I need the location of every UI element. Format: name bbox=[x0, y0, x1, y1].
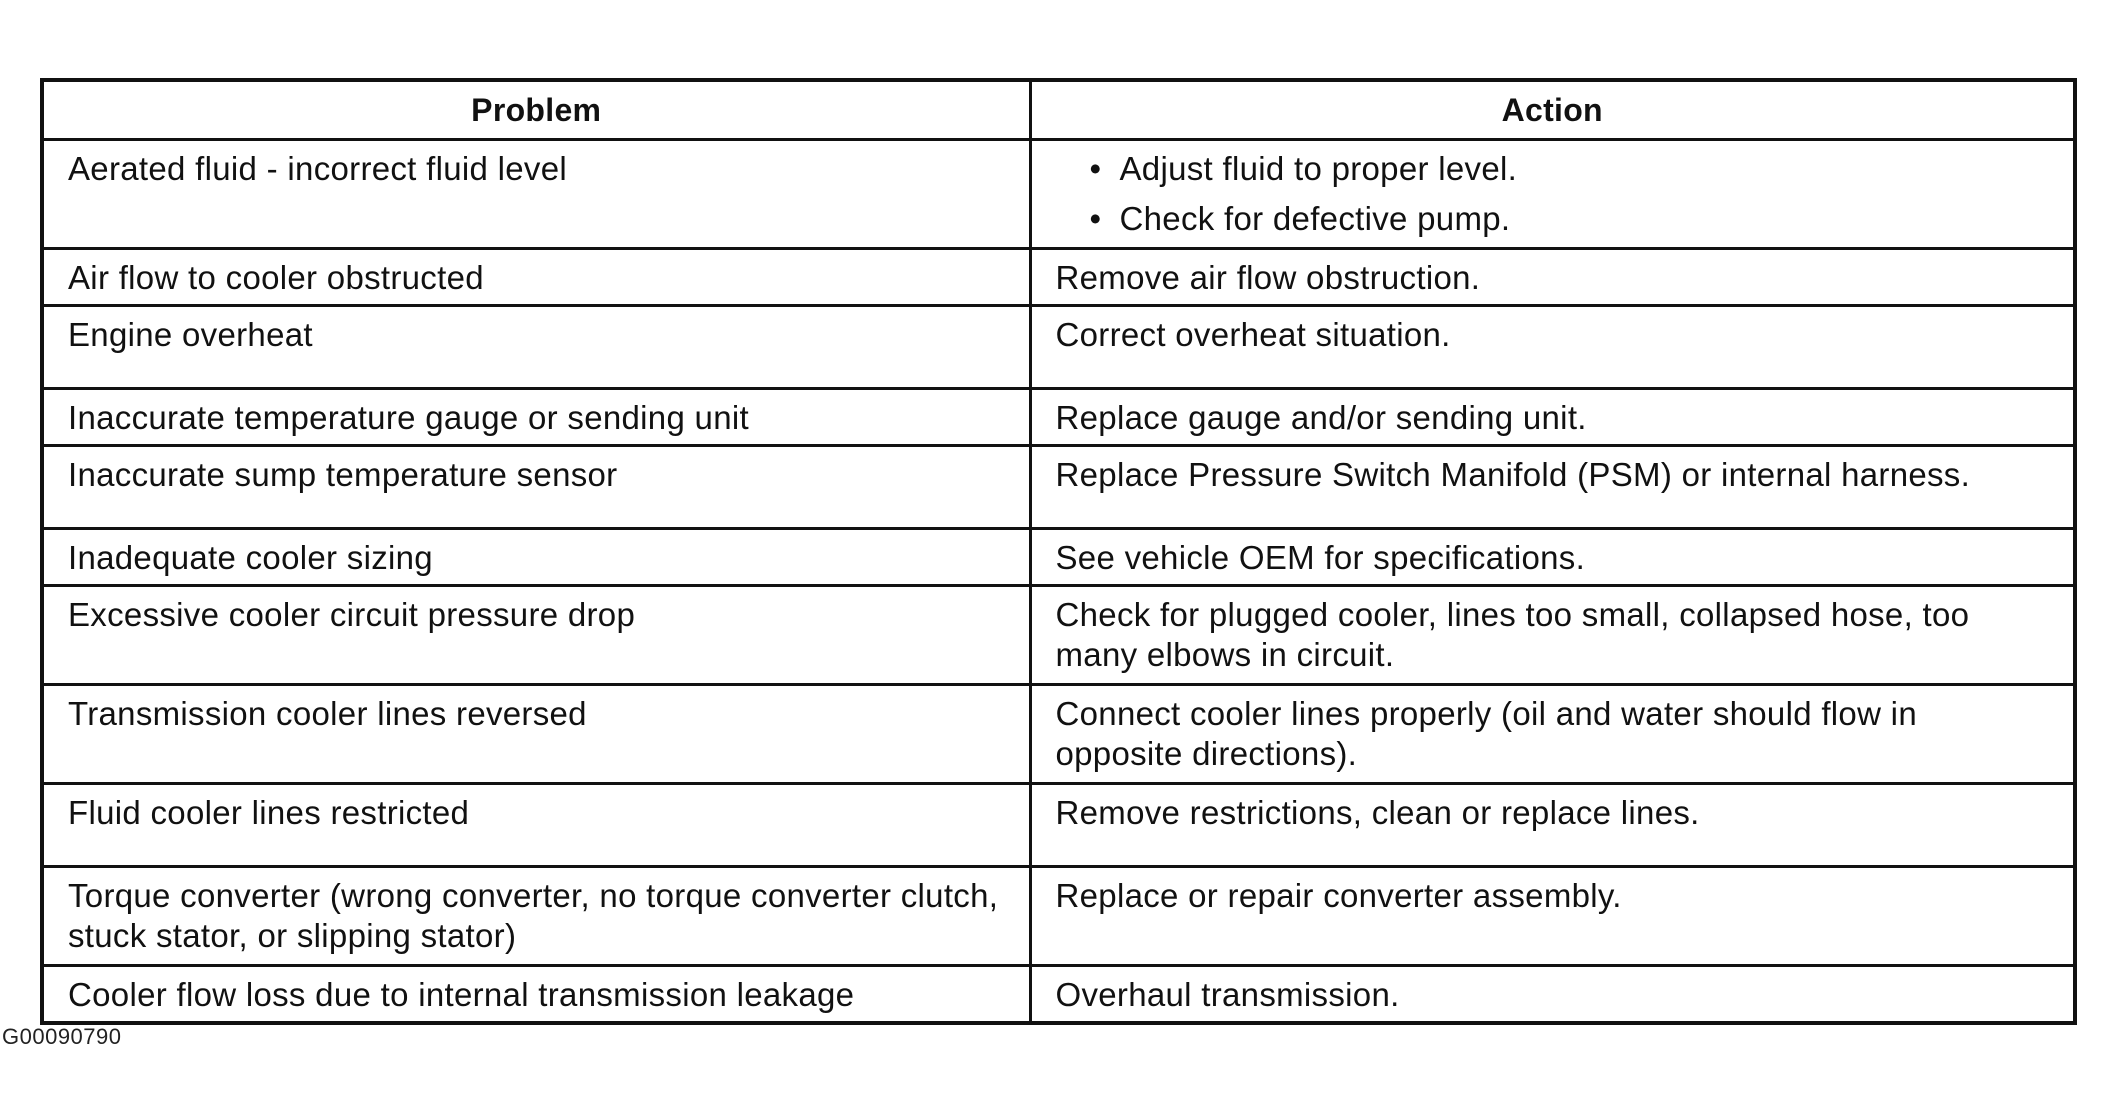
table-row bbox=[42, 389, 2075, 446]
problem-cell: Inaccurate temperature gauge or sending unit bbox=[42, 389, 1030, 446]
action-cell: Overhaul transmission. bbox=[1030, 966, 2075, 1024]
action-cell: Replace gauge and/or sending unit. bbox=[1030, 389, 2075, 446]
action-bullet-item bbox=[1090, 199, 2052, 239]
table-row bbox=[42, 867, 2075, 966]
action-cell: Replace Pressure Switch Manifold (PSM) or internal harness. bbox=[1030, 446, 2075, 529]
problem-cell: Engine overheat bbox=[42, 306, 1030, 389]
table-row bbox=[42, 306, 2075, 389]
problem-cell: Aerated fluid - incorrect fluid level bbox=[42, 140, 1030, 249]
problem-cell: Torque converter (wrong converter, no torque converter clutch, stuck stator, or slipping stator) bbox=[42, 867, 1030, 966]
action-cell bbox=[1030, 140, 2075, 249]
table-row bbox=[42, 784, 2075, 867]
action-cell: Remove restrictions, clean or replace lines. bbox=[1030, 784, 2075, 867]
column-header-problem: Problem bbox=[42, 80, 1030, 140]
action-bullet-text: Check for defective pump. bbox=[1119, 200, 1511, 237]
action-cell: Correct overheat situation. bbox=[1030, 306, 2075, 389]
problem-cell: Inadequate cooler sizing bbox=[42, 529, 1030, 586]
table-row bbox=[42, 685, 2075, 784]
action-bullet-list bbox=[1056, 149, 2052, 239]
action-bullet-item bbox=[1090, 149, 2052, 189]
problem-cell: Inaccurate sump temperature sensor bbox=[42, 446, 1030, 529]
action-cell: Replace or repair converter assembly. bbox=[1030, 867, 2075, 966]
table-row bbox=[42, 586, 2075, 685]
problem-cell: Excessive cooler circuit pressure drop bbox=[42, 586, 1030, 685]
bullet-icon: • bbox=[1089, 200, 1102, 237]
bullet-icon: • bbox=[1089, 150, 1102, 187]
table-row bbox=[42, 140, 2075, 249]
table-header-row bbox=[42, 80, 2075, 140]
table-row bbox=[42, 529, 2075, 586]
problem-cell: Fluid cooler lines restricted bbox=[42, 784, 1030, 867]
table-row bbox=[42, 249, 2075, 306]
problem-cell: Cooler flow loss due to internal transmission leakage bbox=[42, 966, 1030, 1024]
troubleshooting-table bbox=[40, 78, 2077, 1025]
column-header-action: Action bbox=[1030, 80, 2075, 140]
table-row bbox=[42, 446, 2075, 529]
action-cell: Check for plugged cooler, lines too small, collapsed hose, too many elbows in circuit. bbox=[1030, 586, 2075, 685]
action-bullet-text: Adjust fluid to proper level. bbox=[1119, 150, 1518, 187]
table-row bbox=[42, 966, 2075, 1024]
figure-identifier: G00090790 bbox=[2, 1024, 122, 1049]
action-cell: Remove air flow obstruction. bbox=[1030, 249, 2075, 306]
problem-cell: Transmission cooler lines reversed bbox=[42, 685, 1030, 784]
action-cell: See vehicle OEM for specifications. bbox=[1030, 529, 2075, 586]
action-cell: Connect cooler lines properly (oil and water should flow in opposite directions). bbox=[1030, 685, 2075, 784]
problem-cell: Air flow to cooler obstructed bbox=[42, 249, 1030, 306]
